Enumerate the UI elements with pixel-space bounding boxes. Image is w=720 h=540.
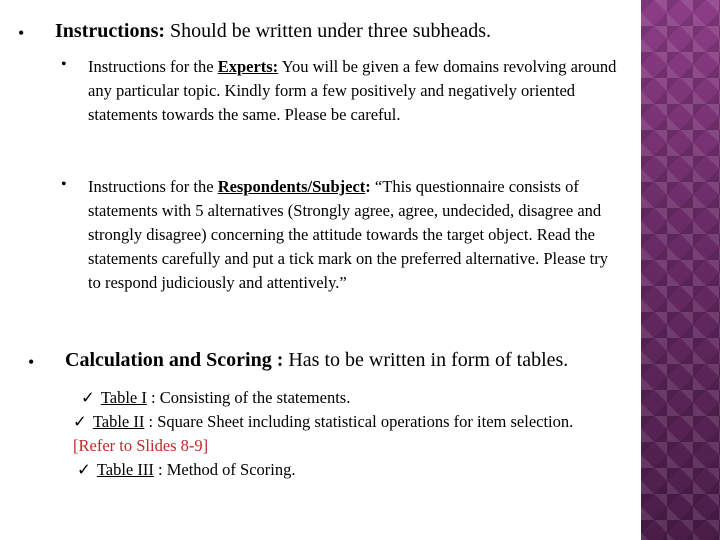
bullet: • <box>61 56 67 73</box>
instructions-text: Should be written under three subheads. <box>165 20 492 42</box>
calculation-text: Has to be written in form of tables. <box>283 349 569 371</box>
experts-prefix: Instructions for the <box>88 57 218 76</box>
instructions-heading <box>55 20 491 43</box>
instructions-label: Instructions: <box>55 20 166 42</box>
table-label: Table II <box>92 412 145 431</box>
table-label: Table III <box>96 460 154 479</box>
table-text: : Square Sheet including statistical operations for item selection. <box>144 412 574 431</box>
slide-reference: [Refer to Slides 8-9] <box>73 436 209 455</box>
table-text: : Method of Scoring. <box>153 460 296 479</box>
bullet: • <box>18 23 25 43</box>
check-icon: ✓ <box>81 388 95 407</box>
respondents-instructions <box>88 175 618 295</box>
bullet: • <box>61 176 67 193</box>
experts-text: You will be given a few domains revolving around any particular topic. Kindly form a few positively and negatively oriented statements towards the same. Please be careful. <box>88 57 617 124</box>
bullet: • <box>28 352 35 372</box>
respondents-text: “This questionnaire consists of statements with 5 alternatives (Strongly agree, agree, undecided, disagree and strongly disagree) concerning the attitude towards the target object. Read the statements carefully and put a tick mark on the preferred alternative. Please try to respond judiciously and attentively.” <box>88 177 608 292</box>
calculation-label: Calculation and Scoring : <box>65 349 284 371</box>
respondents-colon: : <box>365 177 371 196</box>
table-item <box>73 410 593 458</box>
experts-instructions <box>88 55 618 127</box>
decorative-side-panel <box>641 0 720 540</box>
table-label: Table I <box>100 388 147 407</box>
check-icon: ✓ <box>77 460 91 479</box>
table-item <box>73 386 593 410</box>
table-text: : Consisting of the statements. <box>146 388 351 407</box>
table-item <box>73 458 593 482</box>
respondents-prefix: Instructions for the <box>88 177 218 196</box>
table-list <box>73 386 593 482</box>
check-icon: ✓ <box>73 412 87 431</box>
experts-label: Experts: <box>217 57 279 76</box>
calculation-heading <box>65 349 568 372</box>
respondents-label: Respondents/Subject <box>217 177 366 196</box>
